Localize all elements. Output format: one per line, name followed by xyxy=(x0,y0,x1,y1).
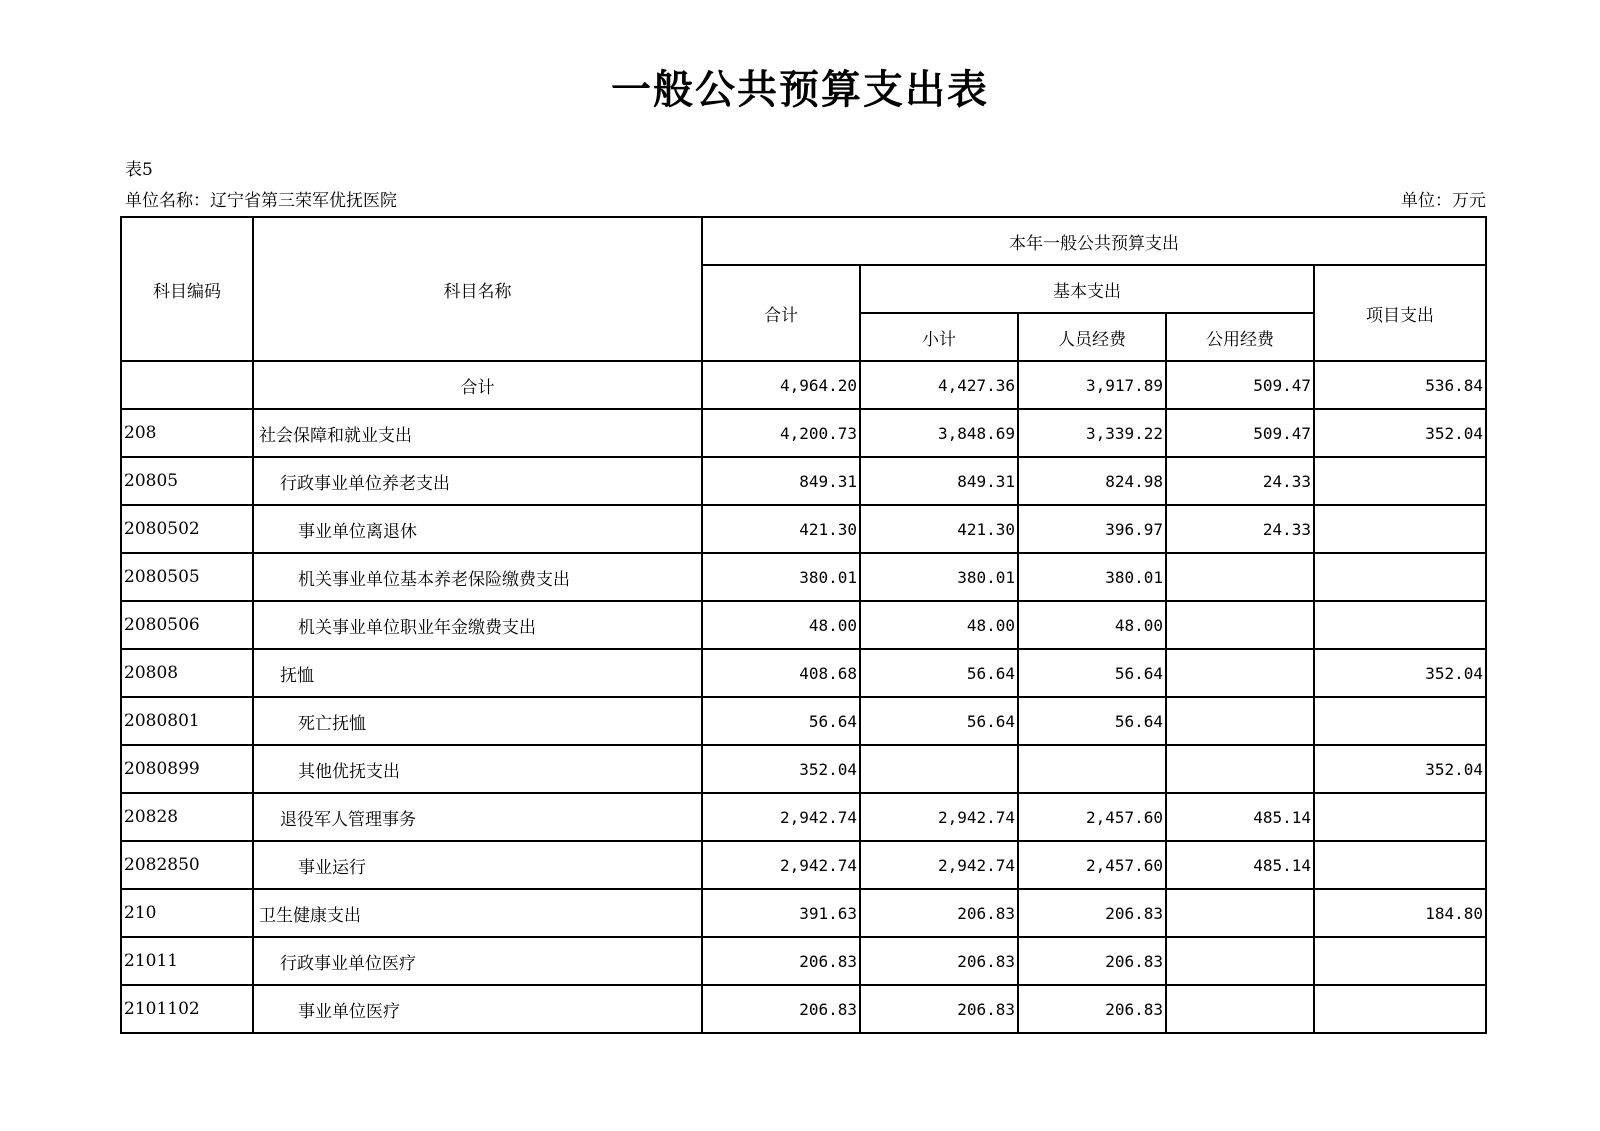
cell-subject-code: 20828 xyxy=(121,793,253,841)
cell-subject-code: 2080502 xyxy=(121,505,253,553)
unit-name: 单位名称：辽宁省第三荣军优抚医院 xyxy=(125,191,397,211)
cell-total: 4,964.20 xyxy=(702,361,860,409)
cell-project xyxy=(1314,697,1486,745)
table-row xyxy=(121,985,1486,1033)
cell-subject-name: 行政事业单位医疗 xyxy=(253,937,702,985)
cell-total: 2,942.74 xyxy=(702,841,860,889)
cell-personnel: 396.97 xyxy=(1018,505,1166,553)
cell-total: 56.64 xyxy=(702,697,860,745)
header-project-expenditure: 项目支出 xyxy=(1314,265,1486,361)
cell-personnel: 2,457.60 xyxy=(1018,793,1166,841)
cell-public xyxy=(1166,985,1314,1033)
cell-personnel: 2,457.60 xyxy=(1018,841,1166,889)
cell-project: 352.04 xyxy=(1314,649,1486,697)
cell-subject-code: 2082850 xyxy=(121,841,253,889)
table-row xyxy=(121,745,1486,793)
cell-personnel: 56.64 xyxy=(1018,649,1166,697)
cell-personnel xyxy=(1018,745,1166,793)
cell-personnel: 824.98 xyxy=(1018,457,1166,505)
cell-subject-code: 208 xyxy=(121,409,253,457)
cell-public: 485.14 xyxy=(1166,793,1314,841)
cell-project xyxy=(1314,601,1486,649)
cell-subtotal: 421.30 xyxy=(860,505,1018,553)
cell-subject-code: 2080506 xyxy=(121,601,253,649)
cell-personnel: 56.64 xyxy=(1018,697,1166,745)
cell-public xyxy=(1166,697,1314,745)
header-basic-expenditure: 基本支出 xyxy=(860,265,1314,313)
cell-subject-code: 2080899 xyxy=(121,745,253,793)
currency-unit: 单位：万元 xyxy=(1401,191,1486,211)
cell-total: 206.83 xyxy=(702,985,860,1033)
table-row xyxy=(121,361,1486,409)
cell-subtotal: 206.83 xyxy=(860,889,1018,937)
header-subject-name: 科目名称 xyxy=(253,217,702,361)
cell-personnel: 206.83 xyxy=(1018,889,1166,937)
cell-total: 2,942.74 xyxy=(702,793,860,841)
cell-subject-name: 其他优抚支出 xyxy=(253,745,702,793)
cell-subject-name: 事业单位离退休 xyxy=(253,505,702,553)
header-personnel-cost: 人员经费 xyxy=(1018,313,1166,361)
cell-personnel: 3,917.89 xyxy=(1018,361,1166,409)
cell-subject-name: 机关事业单位基本养老保险缴费支出 xyxy=(253,553,702,601)
cell-subject-code: 20805 xyxy=(121,457,253,505)
cell-subject-name: 行政事业单位养老支出 xyxy=(253,457,702,505)
cell-total: 408.68 xyxy=(702,649,860,697)
table-body xyxy=(121,361,1486,1033)
cell-subtotal: 2,942.74 xyxy=(860,793,1018,841)
cell-subject-code: 20808 xyxy=(121,649,253,697)
cell-total: 380.01 xyxy=(702,553,860,601)
header-subject-code: 科目编码 xyxy=(121,217,253,361)
cell-project: 352.04 xyxy=(1314,745,1486,793)
cell-project xyxy=(1314,793,1486,841)
cell-project xyxy=(1314,457,1486,505)
cell-personnel: 3,339.22 xyxy=(1018,409,1166,457)
cell-public xyxy=(1166,937,1314,985)
cell-subject-name: 事业单位医疗 xyxy=(253,985,702,1033)
table-row xyxy=(121,601,1486,649)
cell-total: 4,200.73 xyxy=(702,409,860,457)
cell-total: 391.63 xyxy=(702,889,860,937)
table-row xyxy=(121,793,1486,841)
cell-project xyxy=(1314,937,1486,985)
cell-subject-name: 抚恤 xyxy=(253,649,702,697)
cell-subject-code: 2080801 xyxy=(121,697,253,745)
header-annual-expenditure: 本年一般公共预算支出 xyxy=(702,217,1486,265)
cell-subtotal: 56.64 xyxy=(860,697,1018,745)
cell-project xyxy=(1314,841,1486,889)
cell-subject-name: 机关事业单位职业年金缴费支出 xyxy=(253,601,702,649)
cell-public: 24.33 xyxy=(1166,457,1314,505)
cell-project: 536.84 xyxy=(1314,361,1486,409)
cell-public xyxy=(1166,601,1314,649)
cell-subject-name: 社会保障和就业支出 xyxy=(253,409,702,457)
cell-personnel: 206.83 xyxy=(1018,985,1166,1033)
table-row xyxy=(121,457,1486,505)
cell-subtotal: 2,942.74 xyxy=(860,841,1018,889)
table-number: 表5 xyxy=(125,160,153,180)
cell-total: 206.83 xyxy=(702,937,860,985)
cell-total: 352.04 xyxy=(702,745,860,793)
cell-public: 485.14 xyxy=(1166,841,1314,889)
table-row xyxy=(121,841,1486,889)
cell-subtotal: 206.83 xyxy=(860,937,1018,985)
cell-subject-name: 事业运行 xyxy=(253,841,702,889)
cell-subtotal xyxy=(860,745,1018,793)
cell-subtotal: 4,427.36 xyxy=(860,361,1018,409)
cell-public xyxy=(1166,553,1314,601)
cell-public xyxy=(1166,649,1314,697)
cell-subject-code: 21011 xyxy=(121,937,253,985)
cell-public: 24.33 xyxy=(1166,505,1314,553)
cell-subject-name: 合计 xyxy=(253,361,702,409)
cell-subtotal: 48.00 xyxy=(860,601,1018,649)
cell-total: 849.31 xyxy=(702,457,860,505)
cell-subject-code: 210 xyxy=(121,889,253,937)
page-title: 一般公共预算支出表 xyxy=(611,66,989,113)
cell-subject-code: 2101102 xyxy=(121,985,253,1033)
table-row xyxy=(121,937,1486,985)
cell-subtotal: 206.83 xyxy=(860,985,1018,1033)
cell-personnel: 48.00 xyxy=(1018,601,1166,649)
table-row xyxy=(121,409,1486,457)
table-row xyxy=(121,697,1486,745)
cell-public: 509.47 xyxy=(1166,409,1314,457)
cell-subtotal: 849.31 xyxy=(860,457,1018,505)
budget-expenditure-table xyxy=(120,216,1487,1034)
cell-total: 421.30 xyxy=(702,505,860,553)
cell-personnel: 380.01 xyxy=(1018,553,1166,601)
cell-project xyxy=(1314,553,1486,601)
cell-project: 352.04 xyxy=(1314,409,1486,457)
cell-public xyxy=(1166,889,1314,937)
cell-project xyxy=(1314,985,1486,1033)
table-row xyxy=(121,553,1486,601)
table-row xyxy=(121,505,1486,553)
cell-total: 48.00 xyxy=(702,601,860,649)
cell-public: 509.47 xyxy=(1166,361,1314,409)
cell-project xyxy=(1314,505,1486,553)
header-public-cost: 公用经费 xyxy=(1166,313,1314,361)
cell-public xyxy=(1166,745,1314,793)
table-row xyxy=(121,649,1486,697)
cell-subtotal: 3,848.69 xyxy=(860,409,1018,457)
header-subtotal: 小计 xyxy=(860,313,1018,361)
header-total: 合计 xyxy=(702,265,860,361)
cell-subject-code xyxy=(121,361,253,409)
cell-subject-name: 卫生健康支出 xyxy=(253,889,702,937)
cell-subtotal: 56.64 xyxy=(860,649,1018,697)
cell-personnel: 206.83 xyxy=(1018,937,1166,985)
cell-subject-name: 死亡抚恤 xyxy=(253,697,702,745)
cell-subtotal: 380.01 xyxy=(860,553,1018,601)
table-row xyxy=(121,889,1486,937)
cell-subject-code: 2080505 xyxy=(121,553,253,601)
cell-subject-name: 退役军人管理事务 xyxy=(253,793,702,841)
cell-project: 184.80 xyxy=(1314,889,1486,937)
